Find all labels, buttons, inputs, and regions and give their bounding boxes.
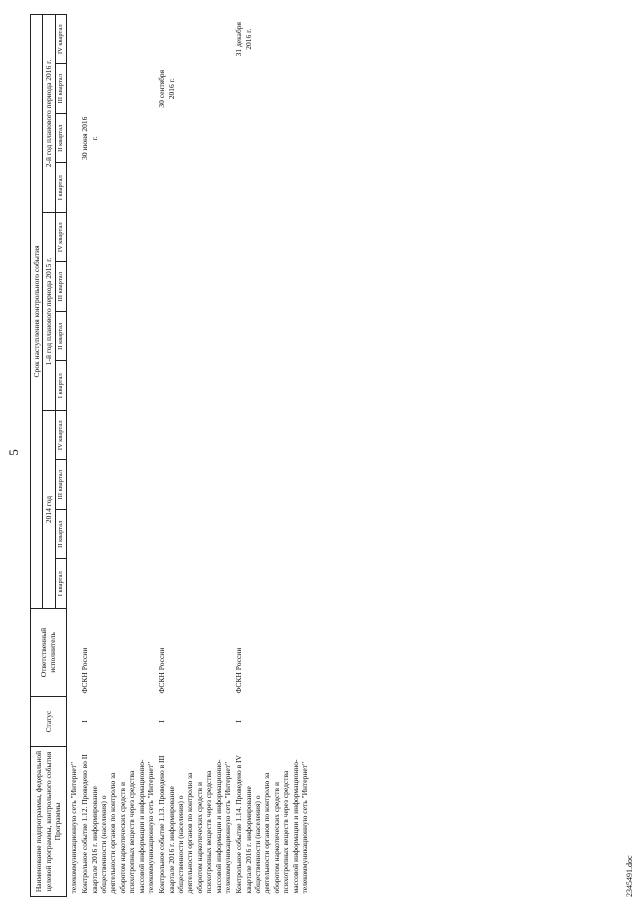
quarter-cell	[233, 510, 310, 560]
event-status: I	[157, 720, 167, 723]
quarter-cell	[156, 213, 233, 263]
event-name: Контрольное событие 1.14. Проведено в IV квартале 2016 г. информирование общественности (населения) о деятельности органов по контролю за оборотом наркотических средств и психотропных веществ через средства массовой информации и информационно-телекоммуникационную сеть "Интернет"	[234, 755, 309, 894]
quarter-cell	[79, 262, 156, 312]
event-date: 31 декабря 2016 г.	[234, 22, 253, 57]
document-reference: 2345491.doc	[625, 855, 634, 897]
quarter-cell	[79, 213, 156, 263]
quarter-cell	[156, 14, 233, 64]
table-row	[156, 14, 233, 896]
header-quarter: III квартал	[55, 460, 66, 510]
continuation-row	[66, 14, 79, 896]
quarter-cell	[156, 262, 233, 312]
quarter-cell	[233, 64, 310, 114]
event-name: Контрольное событие 1.13. Проведено в III квартале 2016 г. информирование общественности (населения) о деятельности органов по контролю за оборотом наркотических средств и психотропных веществ через средства массовой информации и информационно-телекоммуникационную сеть "Интернет"	[157, 755, 232, 894]
schedule-table	[30, 14, 310, 897]
continuation-text: телекоммуникационную сеть "Интернет"	[68, 761, 78, 894]
header-name: Наименование подпрограммы, федеральной целевой программы, контрольного события Программы	[31, 747, 67, 897]
header-quarter: IV квартал	[55, 411, 66, 461]
event-name: Контрольное событие 1.12. Проведено во II квартале 2016 г. информирование общественности (населения) о деятельности органов по контролю за оборотом наркотических средств и психотропных веществ через средства массовой информации и информационно-телекоммуникационную сеть "Интернет"	[80, 754, 155, 894]
quarter-cell	[79, 64, 156, 114]
quarter-cell	[79, 163, 156, 213]
quarter-cell	[156, 163, 233, 213]
event-executor: ФСКН России	[234, 647, 244, 694]
quarter-cell	[79, 312, 156, 362]
header-quarter: II квартал	[55, 312, 66, 362]
header-quarter: III квартал	[55, 262, 66, 312]
header-quarter: III квартал	[55, 64, 66, 114]
quarter-cell	[233, 460, 310, 510]
quarter-cell	[79, 510, 156, 560]
quarter-cell	[79, 14, 156, 64]
header-quarter: I квартал	[55, 559, 66, 609]
quarter-cell	[79, 460, 156, 510]
quarter-cell	[79, 559, 156, 609]
header-status: Статус	[31, 697, 67, 747]
quarter-cell	[233, 312, 310, 362]
event-executor: ФСКН России	[80, 647, 90, 694]
table-row	[79, 14, 156, 896]
quarter-cell	[233, 262, 310, 312]
quarter-cell	[233, 411, 310, 461]
header-year-2014: 2014 год	[43, 411, 55, 609]
quarter-cell	[156, 312, 233, 362]
quarter-cell	[233, 163, 310, 213]
event-executor: ФСКН России	[157, 647, 167, 694]
header-executor: Ответственный исполнитель	[31, 609, 67, 697]
quarter-cell	[233, 213, 310, 263]
quarter-cell	[79, 361, 156, 411]
quarter-cell	[156, 510, 233, 560]
event-status: I	[234, 720, 244, 723]
header-quarter: I квартал	[55, 361, 66, 411]
header-quarter: IV квартал	[55, 14, 66, 64]
header-plan-year-2: 2-й год планового периода 2016 г.	[43, 14, 55, 212]
header-deadline: Срок наступления контрольного события	[31, 14, 43, 608]
header-plan-year-1: 1-й год планового периода 2015 г.	[43, 213, 55, 411]
event-date: 30 июня 2016 г.	[80, 116, 99, 160]
header-quarter: I квартал	[55, 163, 66, 213]
quarter-cell	[79, 411, 156, 461]
header-quarter: IV квартал	[55, 213, 66, 263]
quarter-cell	[156, 114, 233, 164]
table-row	[233, 14, 310, 896]
schedule-table-wrapper	[30, 15, 310, 897]
quarter-cell	[156, 411, 233, 461]
header-quarter: II квартал	[55, 114, 66, 164]
quarter-cell	[156, 460, 233, 510]
table-body	[66, 14, 310, 896]
event-status: I	[80, 720, 90, 723]
header-quarter: II квартал	[55, 510, 66, 560]
quarter-cell	[233, 559, 310, 609]
quarter-cell	[233, 114, 310, 164]
event-date: 30 сентября 2016 г.	[157, 69, 176, 108]
quarter-cell	[156, 559, 233, 609]
page-number: 5	[6, 449, 21, 456]
quarter-cell	[156, 361, 233, 411]
quarter-cell	[233, 361, 310, 411]
